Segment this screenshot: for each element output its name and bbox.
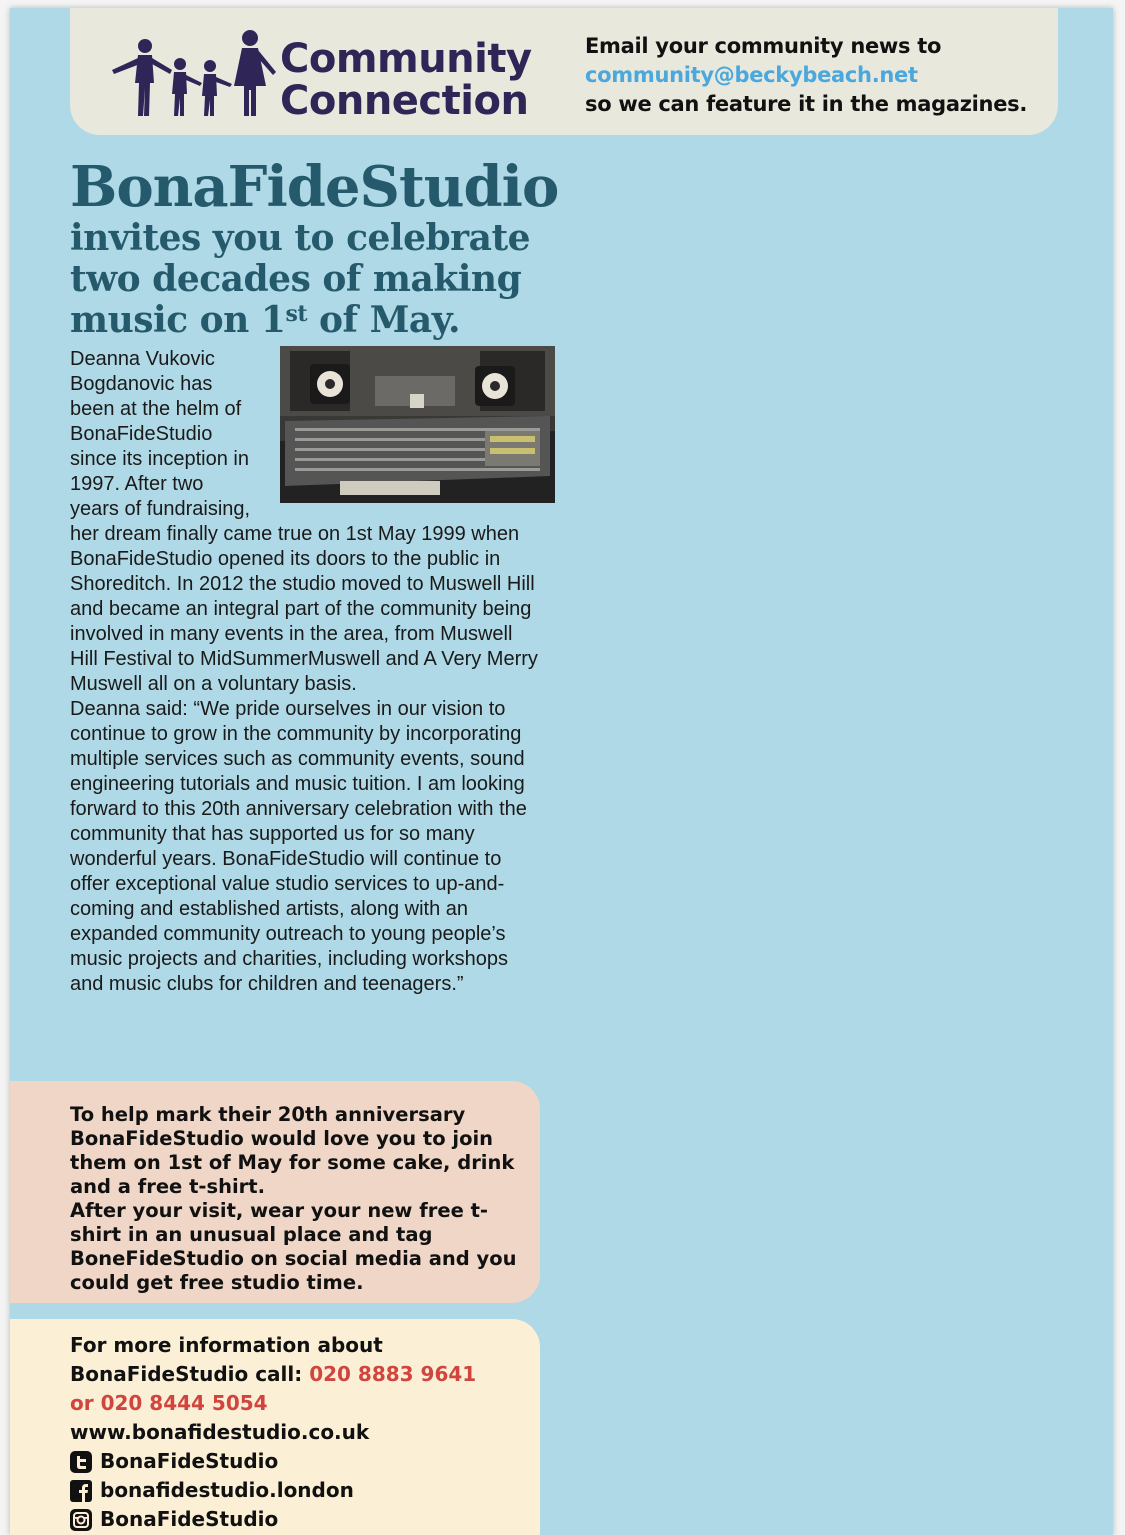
headline-line-3-post: of May. (307, 299, 461, 341)
family-figures-logo-icon (110, 28, 278, 120)
community-email-link[interactable]: community@beckybeach.net (585, 63, 918, 87)
facebook-handle: bonafidestudio.london (100, 1478, 354, 1502)
website-link[interactable]: www.bonafidestudio.co.uk (70, 1420, 370, 1444)
studio-mixing-desk-photo (280, 346, 555, 503)
info-line-2 (70, 1360, 530, 1389)
phone-number-2[interactable]: or 020 8444 5054 (70, 1391, 268, 1415)
headline-superscript: st (285, 301, 307, 327)
header-banner (70, 8, 1058, 135)
twitter-handle: BonaFideStudio (100, 1449, 279, 1473)
info-call-label: BonaFideStudio call: (70, 1362, 310, 1386)
info-line-1: For more information about (70, 1333, 383, 1357)
article-paragraph-1: Deanna Vukovic Bogdanovic has been at the helm of BonaFideStudio since its inception in 1997. After two years of fundraising, her dream finally came true on 1st May 1999 when BonaFideStudio opened its doors to the public in Shoreditch. In 2012 the studio moved to Muswell Hill and became an integral part of the community being involved in many events in the area, from Muswell Hill Festival to MidSummerMuswell and A Very Merry Muswell all on a voluntary basis. (70, 348, 538, 695)
contact-info-box (10, 1319, 540, 1535)
instagram-icon (70, 1509, 92, 1531)
phone-number-1[interactable]: 020 8883 9641 (309, 1362, 477, 1386)
facebook-icon (70, 1480, 92, 1502)
article-paragraph-2: Deanna said: “We pride ourselves in our vision to continue to grow in the community by incorporating multiple services such as community events, sound engineering tutorials and music tuition. I am looking forward to this 20th anniversary celebration with the community that has supported us for so many wonderful years. BonaFideStudio will continue to offer exceptional value studio services to up-and-coming and established artists, along with an expanded community outreach to young people’s music projects and charities, including workshops and music clubs for children and teenagers.” (70, 698, 527, 995)
article-headline (70, 156, 558, 341)
promo-text (70, 1103, 525, 1295)
header-note-line-3: so we can feature it in the magazines. (585, 92, 1028, 116)
contact-info (70, 1331, 530, 1534)
header-note (585, 32, 1027, 119)
instagram-row[interactable] (70, 1505, 530, 1534)
anniversary-promo-box (10, 1081, 540, 1303)
headline-line-3-pre: music on 1 (70, 299, 286, 341)
headline-line-3 (70, 300, 558, 341)
logo-line-2: Connection (280, 78, 529, 124)
twitter-icon (70, 1451, 92, 1473)
twitter-row[interactable] (70, 1447, 530, 1476)
instagram-handle: BonaFideStudio (100, 1507, 279, 1531)
headline-title: BonaFideStudio (70, 154, 559, 220)
promo-paragraph-2: After your visit, wear your new free t-shirt in an unusual place and tag BoneFideStudio on social media and you could get free studio time. (70, 1199, 517, 1294)
header-note-line-1: Email your community news to (585, 34, 942, 58)
facebook-row[interactable] (70, 1476, 530, 1505)
promo-paragraph-1: To help mark their 20th anniversary BonaFideStudio would love you to join them on 1st of May for some cake, drink and a free t-shirt. (70, 1103, 515, 1198)
logo-wordmark (280, 38, 532, 122)
logo-line-1: Community (280, 36, 532, 82)
headline-line-2: two decades of making (70, 258, 522, 300)
magazine-page (10, 8, 1113, 1535)
headline-line-1: invites you to celebrate (70, 217, 530, 259)
